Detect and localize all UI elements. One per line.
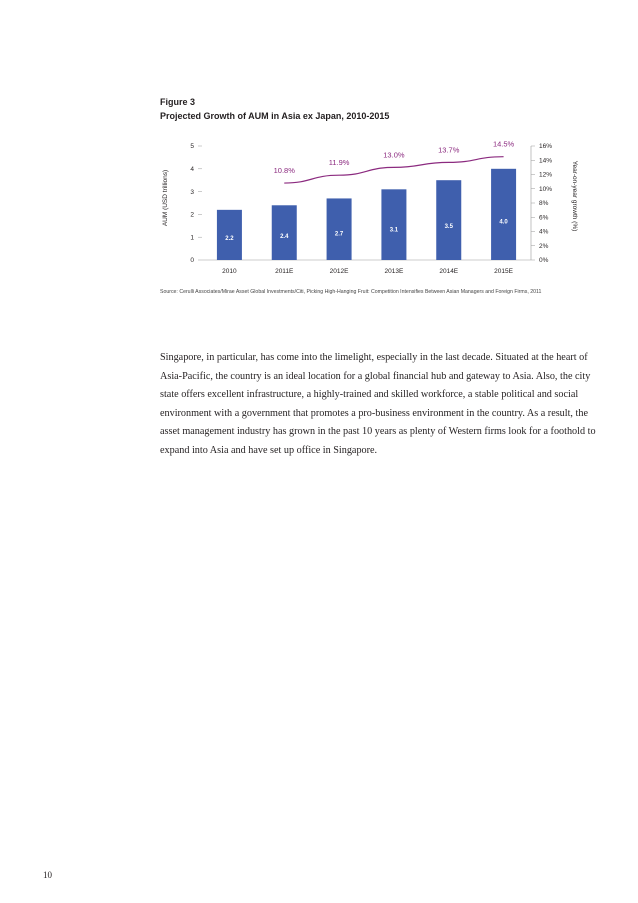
x-tick-label: 2014E [439, 268, 459, 275]
figure-label: Figure 3 [160, 97, 196, 107]
y2-tick-label: 8% [539, 200, 549, 208]
page-number: 10 [43, 870, 52, 880]
body-paragraph: Singapore, in particular, has come into the limelight, especially in the last decade. Situated at the heart of Asia-Pacific, the country is an ideal location for a global financial hub and gateway to Asia. Also, the city state offers excellent infrastructure, a highly-trained and skilled workforce, a stable political and social environment with a government that promotes a pro-business environment in the country. As a result, the asset management industry has grown in the past 10 years as plenty of Western firms look for a foothold to expand into Asia and have set up office in Singapore. [160, 352, 596, 456]
bar-value-label: 3.5 [444, 224, 453, 231]
y2-tick-label: 0% [539, 257, 549, 265]
growth-value-label: 13.0% [383, 150, 405, 160]
aum-growth-chart [150, 132, 600, 282]
bar [217, 210, 242, 260]
y-tick-label: 1 [190, 234, 194, 242]
growth-line [284, 157, 503, 183]
bar-value-label: 3.1 [389, 227, 399, 234]
growth-value-label: 14.5% [492, 139, 515, 149]
y-tick-label: 3 [190, 188, 194, 196]
y2-tick-label: 2% [539, 242, 549, 250]
x-tick-label: 2013E [384, 268, 404, 275]
growth-value-label: 11.9% [328, 158, 350, 168]
bar [491, 169, 516, 260]
bar [436, 180, 461, 260]
bar-value-label: 2.4 [280, 234, 289, 241]
y2-tick-label: 4% [539, 228, 549, 236]
x-tick-label: 2011E [275, 268, 294, 275]
x-tick-label: 2010 [222, 268, 237, 275]
bar-value-label: 2.2 [225, 235, 234, 242]
y2-tick-label: 10% [539, 185, 553, 193]
y2-tick-label: 12% [539, 171, 553, 179]
figure-title: Projected Growth of AUM in Asia ex Japan, 2010-2015 [160, 111, 390, 121]
x-tick-label: 2015E [494, 268, 513, 275]
y2-axis-label: Year-on-year growth (%) [571, 160, 578, 232]
bar-value-label: 4.0 [499, 219, 508, 226]
growth-value-label: 10.8% [273, 166, 295, 176]
growth-value-label: 13.7% [438, 145, 460, 155]
y2-tick-label: 6% [539, 214, 549, 222]
y-tick-label: 2 [190, 211, 194, 219]
chart-axes [198, 146, 535, 260]
x-tick-label: 2012E [329, 268, 349, 275]
bar [327, 198, 352, 260]
bar [381, 189, 406, 260]
y-axis-label: AUM (USD trillions) [162, 169, 169, 227]
bar [272, 205, 297, 260]
figure-source: Source: Cerulli Associates/Mirae Asset Global Investments/Citi, Picking High-Hanging Fruit: Competition Intensifies Between Asian Managers and Foreign Firms, 2011 [160, 289, 542, 295]
growth-line-series [284, 157, 503, 183]
y-tick-label: 4 [190, 166, 194, 173]
bar-value-label: 2.7 [334, 231, 344, 238]
y2-tick-label: 16% [539, 143, 553, 151]
bar-series [217, 169, 516, 260]
y2-tick-label: 14% [539, 157, 553, 165]
y-tick-label: 0 [190, 257, 194, 265]
y-tick-label: 5 [190, 143, 194, 151]
